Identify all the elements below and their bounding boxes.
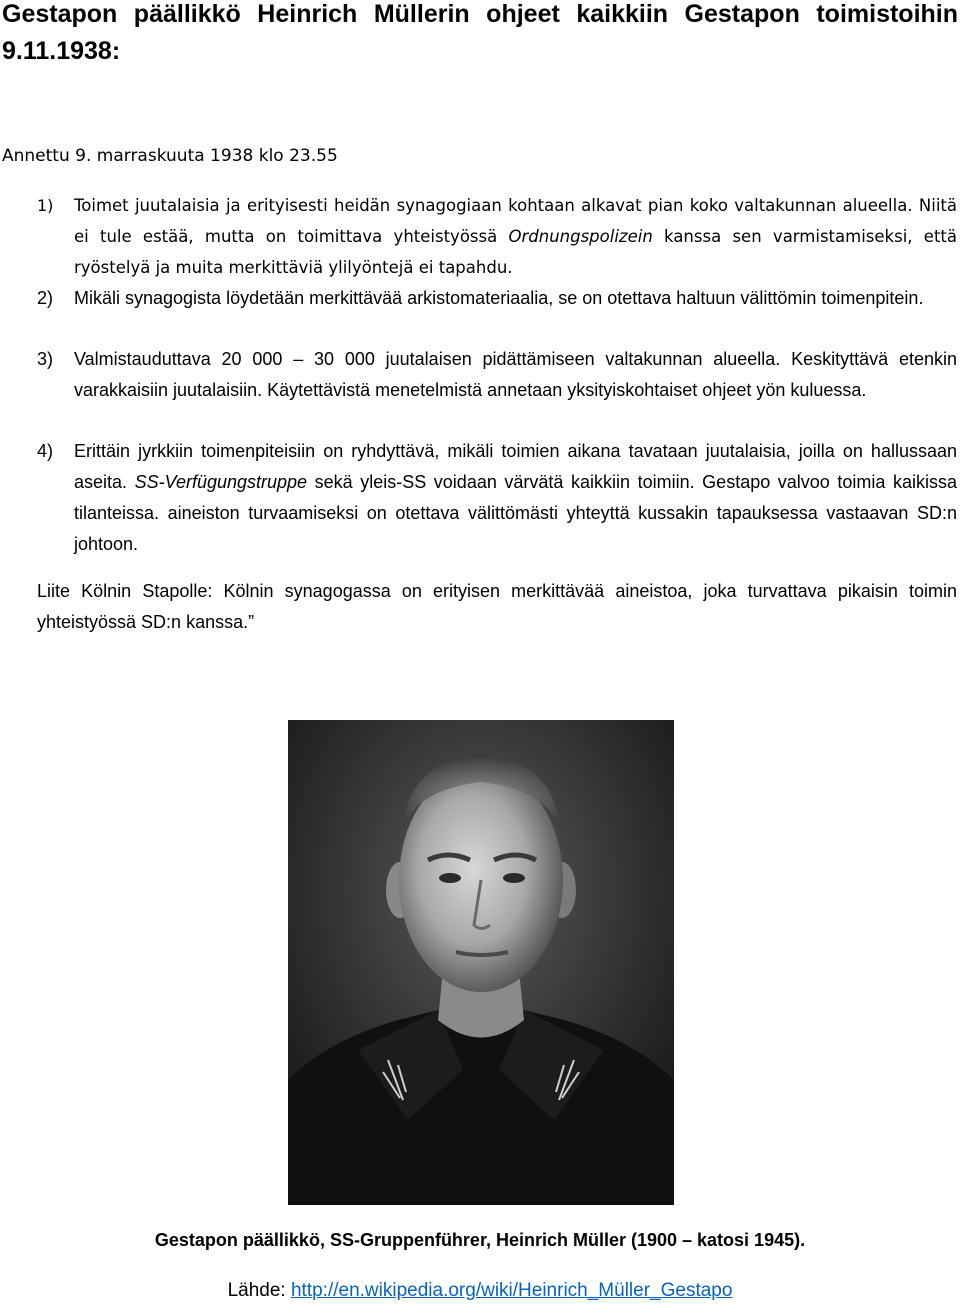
item-number: 2) bbox=[37, 288, 54, 308]
instruction-item-4: 4) Erittäin jyrkkiin toimenpiteisiin on ryhdyttävä, mikäli toimien aikana tavataan juutalaisia, joilla on hallussaan aseita. SS-Verfügungstruppe sekä yleis-SS voidaan värvätä kaikkiin toimiin. Gestapo valvoo toimia kaikissa tilanteissa. aineiston turvaamiseksi on otettava välittömästi yhteyttä kussakin tapauksessa vastaavan SD:n johtoon. bbox=[37, 436, 957, 560]
source-label: Lähde: bbox=[227, 1280, 291, 1301]
portrait-photo-image bbox=[288, 720, 674, 1205]
portrait-photo bbox=[288, 720, 674, 1205]
instruction-item-1: 1) Toimet juutalaisia ja erityisesti heidän synagogiaan kohtaan alkavat pian koko valtakunnan alueella. Niitä ei tule estää, mutta on toimittava yhteistyössä Ordnungspolizein kanssa sen varmistamiseksi, että ryöstelyä ja muita merkittäviä ylilyöntejä ei tapahdu. bbox=[37, 190, 957, 283]
instruction-item-3: 3) Valmistauduttava 20 000 – 30 000 juutalaisen pidättämiseen valtakunnan alueella. Keskityttävä etenkin varakkaisiin juutalaisiin. Käytettävistä menetelmistä annetaan yksityiskohtaiset ohjeet yön kuluessa. bbox=[37, 344, 957, 406]
appendix-paragraph: Liite Kölnin Stapolle: Kölnin synagogassa on erityisen merkittävää aineistoa, joka turvattava pikaisin toimin yhteistyössä SD:n kanssa.” bbox=[37, 581, 957, 632]
term-ordnungspolizei: Ordnungspolizein bbox=[508, 227, 653, 246]
title-line-1: Gestapon päällikkö Heinrich Müllerin ohjeet kaikkiin Gestapon toimistoihin bbox=[2, 0, 958, 28]
source-line bbox=[0, 1280, 960, 1302]
item-number: 4) bbox=[37, 441, 54, 461]
document-title bbox=[2, 0, 958, 70]
photo-caption: Gestapon päällikkö, SS-Gruppenführer, Heinrich Müller (1900 – katosi 1945). bbox=[154, 1230, 806, 1250]
item-number: 3) bbox=[37, 349, 54, 369]
issued-timestamp: Annettu 9. marraskuuta 1938 klo 23.55 bbox=[2, 146, 338, 166]
item-number: 1) bbox=[37, 196, 54, 215]
title-line-2: 9.11.1938: bbox=[2, 37, 121, 65]
source-link[interactable]: http://en.wikipedia.org/wiki/Heinrich_Müller_Gestapo bbox=[290, 1280, 733, 1301]
term-ss-verfugungstruppe: SS-Verfügungstruppe bbox=[134, 472, 308, 492]
instruction-item-2: 2) Mikäli synagogista löydetään merkittävää arkistomateriaalia, se on otettava haltuun välittömin toimenpitein. bbox=[37, 283, 957, 314]
